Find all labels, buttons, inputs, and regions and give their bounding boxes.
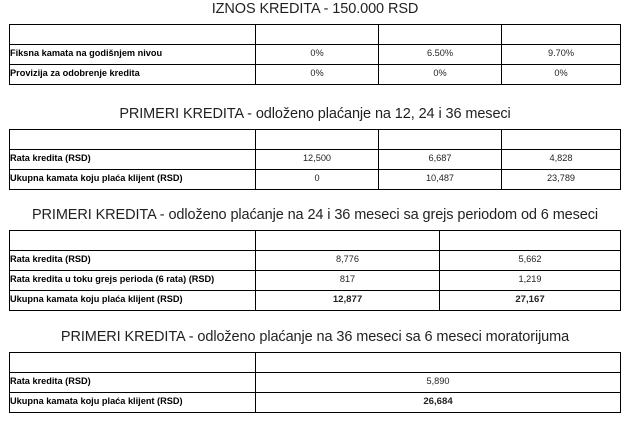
cell-value: 0% <box>502 64 621 84</box>
row-label: Fiksna kamata na godišnjem nivou <box>10 44 256 64</box>
row-label: Ukupna kamata koju plaća klijent (RSD) <box>10 392 256 412</box>
header-col-24: 24 meseca <box>256 230 440 250</box>
header-col-12: 12 meseci <box>256 24 379 44</box>
table-row <box>10 372 621 392</box>
loan-examples-grace-table <box>9 230 621 311</box>
table-header-row <box>10 352 621 372</box>
loan-examples-table <box>9 129 621 190</box>
table-row <box>10 149 621 169</box>
cell-value: 12,877 <box>256 290 440 310</box>
cell-value: 23,789 <box>502 169 621 189</box>
section-primeri-moratorijum <box>0 330 630 413</box>
row-label: Provizija za odobrenje kredita <box>10 64 256 84</box>
table-row <box>10 64 621 84</box>
cell-value: 0% <box>256 44 379 64</box>
row-label: Ukupna kamata koju plaća klijent (RSD) <box>10 169 256 189</box>
table-header-row <box>10 129 621 149</box>
cell-value: 4,828 <box>502 149 621 169</box>
cell-value: 5,662 <box>440 250 621 270</box>
cell-value: 0% <box>256 64 379 84</box>
cell-value: 10,487 <box>379 169 502 189</box>
section-title: PRIMERI KREDITA - odloženo plaćanje na 24 i 36 meseci sa grejs periodom od 6 meseci <box>31 207 599 223</box>
header-col-36: 36 meseci <box>440 230 621 250</box>
section-title: PRIMERI KREDITA - odloženo plaćanje na 12, 24 i 36 meseci <box>119 106 511 122</box>
table-row <box>10 44 621 64</box>
table-row <box>10 250 621 270</box>
loan-examples-moratorium-table <box>9 352 621 413</box>
cell-value: 1,219 <box>440 270 621 290</box>
row-label: Rata kredita (RSD) <box>10 149 256 169</box>
header-col-24: 24 meseca <box>379 24 502 44</box>
header-col-36: 36 meseci <box>502 129 621 149</box>
row-label: Rata kredita (RSD) <box>10 372 256 392</box>
table-row <box>10 290 621 310</box>
section-primeri-grejs <box>0 208 630 311</box>
table-header-row <box>10 24 621 44</box>
header-label-cell: Rok u mesecima <box>10 129 256 149</box>
cell-value: 5,890 <box>256 372 621 392</box>
cell-value: 817 <box>256 270 440 290</box>
header-col-36: 36 meseci <box>256 352 621 372</box>
section-title: IZNOS KREDITA - 150.000 RSD <box>211 1 419 17</box>
table-row <box>10 270 621 290</box>
cell-value: 6.50% <box>379 44 502 64</box>
row-label: Rata kredita u toku grejs perioda (6 rata) (RSD) <box>10 270 256 290</box>
header-col-24: 24 meseca <box>379 129 502 149</box>
row-label: Ukupna kamata koju plaća klijent (RSD) <box>10 290 256 310</box>
cell-value: 6,687 <box>379 149 502 169</box>
cell-value: 0% <box>379 64 502 84</box>
header-label-cell: Rok u mesecima <box>10 24 256 44</box>
cell-value: 0 <box>256 169 379 189</box>
table-row <box>10 169 621 189</box>
row-label: Rata kredita (RSD) <box>10 250 256 270</box>
section-iznos-kredita <box>0 2 630 85</box>
cell-value: 9.70% <box>502 44 621 64</box>
header-col-12: 12 meseci <box>256 129 379 149</box>
table-header-row <box>10 230 621 250</box>
cell-value: 27,167 <box>440 290 621 310</box>
cell-value: 26,684 <box>256 392 621 412</box>
cell-value: 12,500 <box>256 149 379 169</box>
section-primeri-12-24-36 <box>0 107 630 190</box>
header-label-cell: Rok u mesecima <box>10 230 256 250</box>
header-col-36: 36 meseci <box>502 24 621 44</box>
loan-terms-table <box>9 24 621 85</box>
cell-value: 8,776 <box>256 250 440 270</box>
header-label-cell: Rok u mesecima <box>10 352 256 372</box>
table-row <box>10 392 621 412</box>
section-title: PRIMERI KREDITA - odloženo plaćanje na 36 meseci sa 6 meseci moratorijuma <box>60 329 570 345</box>
